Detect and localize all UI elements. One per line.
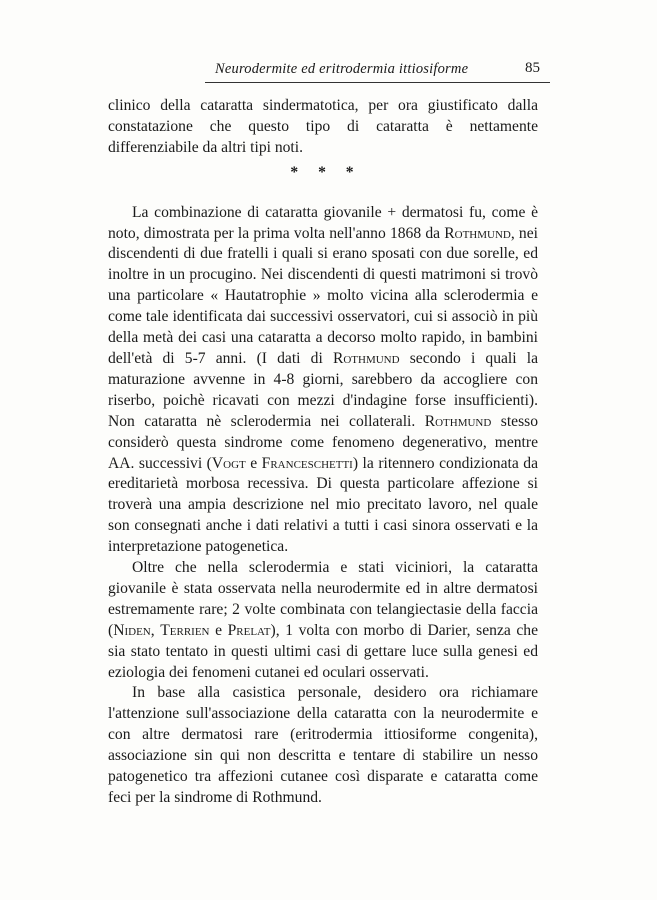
running-title: Neurodermite ed eritrodermia ittiosiforme [215,61,469,77]
paragraph-3 [108,558,538,683]
text-run: , [150,621,161,639]
author-name: Prelat [227,621,271,639]
text-run: Oltre che nella sclerodermia e stati viciniori, la cataratta giovanile è stata osservata nella neurodermite ed in altre dermatosi estremamente rare; 2 volte combinata con telangiectasie della faccia ( [108,559,538,639]
author-name: Franceschetti [261,454,353,472]
text-run: ) la ritennero condizionata da ereditarietà morbosa recessiva. Di questa particolare affezione si troverà una ampia descrizione nel mio precitato lavoro, nel quale son consegnati anche i dati relativi a tutti i casi sinora osservati e la interpretazione patogenetica. [108,454,538,556]
text-run: secondo i quali la maturazione avvenne in 4-8 giorni, sarebbero da accogliere con riserbo, poichè ricavati con mezzi d'indagine forse insufficienti). Non cataratta nè sclerodermia nei collaterali. [108,349,538,430]
paragraph-4: In base alla casistica personale, desidero ora richiamare l'attenzione sull'associazione della cataratta con la neurodermite e con altre dermatosi rare (eritrodermia ittiosiforme congenita), associazione sin qui non descritta e tentare di stabilire un nesso patogenetico tra affezioni cutanee così disparate e cataratta come feci per la sindrome di Rothmund. [108,684,538,806]
page-number: 85 [525,60,540,76]
author-name: Rothmund [424,412,492,430]
author-name: Terrien [160,621,210,639]
author-name: Rothmund [444,224,511,242]
text-run: La combinazione di cataratta giovanile + dermatosi fu, come è noto, dimostrata per la prima volta nell'anno 1868 da [108,203,538,242]
author-name: Rothmund [332,349,400,367]
author-name: Vogt [211,454,246,472]
text-run: , nei discendenti di due fratelli i quali si erano sposati con due sorelle, ed inoltre in un procugino. Nei discendenti di questi matrimoni si trovò una particolare « Hautatrophie » molto vicina alla sclerodermia e come tale identificata dai successivi osservatori, cui si associò in più della metà dei casi una cataratta a decorso molto rapido, in bambini dell'età di 5-7 anni. (I dati di [108,224,538,367]
author-name: Niden [113,621,151,639]
text-run: ), 1 volta con morbo di Darier, senza che sia stato tentato in questi ultimi casi di gettare luce sulla genesi ed eziologia dei fenomeni cutanei ed oculari osservati. [108,621,539,681]
text-run: e [245,454,262,472]
text-run: stesso considerò questa sindrome come fenomeno degenerativo, mentre AA. successivi ( [108,412,539,472]
paragraph-1: clinico della cataratta sindermatotica, per ora giustificato dalla constatazione che questo tipo di cataratta è nettamente differenziabile da altri tipi noti. [108,97,538,156]
section-separator: * * * [290,163,362,181]
paragraph-2 [108,203,538,558]
running-header [205,60,550,83]
body-text [108,96,538,809]
text-run: e [209,621,228,639]
